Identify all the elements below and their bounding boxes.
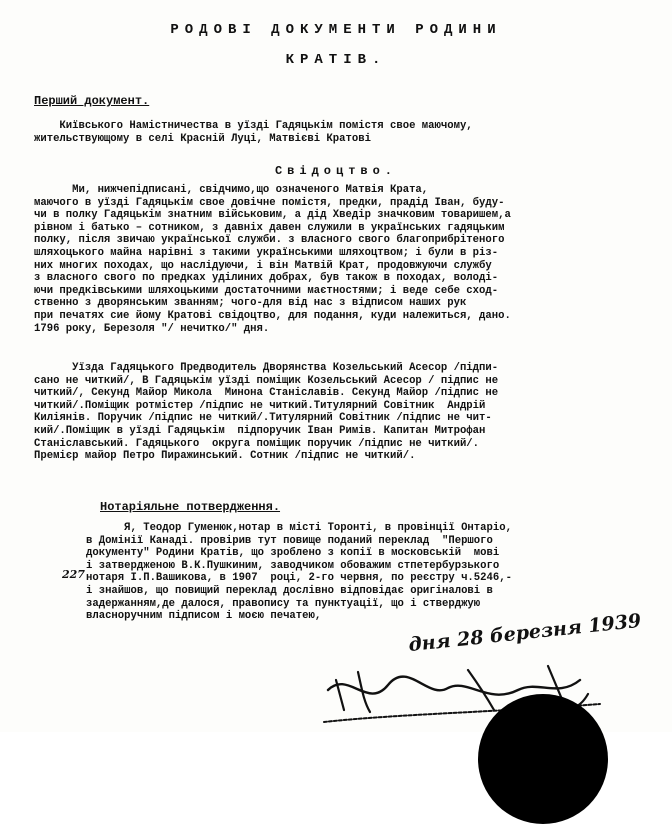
certificate-body: Ми, нижчепідписані, свідчимо,що означеного Матвія Крата, маючого в уїзді Гадяцькім свое довічне помістя, предки, прадід Іван, буду- чи в полку Гадяцькім знатним військовим, а дід Хведір значковим товаришем,а рівном і батько – сотником, з давніх давен служили в українських гадяцьким полку, після звичаю української служби. з власного свого благоприбрітеного шляхоцького майна нарівні з такими українськими шляхоцтвом; і були в різ- них многих походах, що наслідуючи, і він Матвій Крат, продовжуючи службу з власного свого по предках уділиних добрах, був також в походах, володі- ючи предківськими шляхоцькими достаточними маєтностями; і веде себе сход- ственно з дворянським званням; чого-для від нас з відписом наших рук при печатях сие йому Кратові свідоцтво, для подання, куди належиться, дано. 1796 року, Березоля "/ нечитко/" дня. <box>34 184 511 335</box>
first-document-heading: Перший документ. <box>34 94 150 108</box>
signatories-paragraph: Уїзда Гадяцького Предводитель Дворянства Козельський Асесор /підпи- сано не читкий/, В Гадяцькім уїзді поміщик Козельський Асесор / підпис не читкий/, Секунд Майор Микола Минона Станіславів. Секунд Майор /підпис не читкий/.Поміщик ротмістер /підпис не читкий.Титулярний Совітник Андрій Киліянів. Поручик /підпис не читкий/.Титулярний Совітник /підпис не чит- кий/.Поміщик в уїзді Гадяцькім підпоручик Іван Римів. Капитан Митрофан Станіславський. Гадяцького округа поміщик поручик /підпис не читкий/. Премієр майор Петро Пиражинський. Сотник /підпис не читкий/. <box>34 362 499 463</box>
handwritten-date: дня 28 березня 1939 <box>407 609 643 657</box>
document-subtitle: КРАТІВ. <box>285 52 387 68</box>
notary-seal <box>478 694 608 824</box>
margin-note: 227 <box>62 568 85 581</box>
document-title: РОДОВІ ДОКУМЕНТИ РОДИНИ <box>170 22 502 38</box>
certificate-heading: Свідоцтво. <box>274 164 397 178</box>
intro-paragraph: Київського Намістничества в уїзді Гадяцькім помістя свое маючому, жительствующому в селі Красній Луці, Матвієві Кратові <box>34 120 473 145</box>
notary-heading: Нотаріяльне потвердження. <box>100 500 281 514</box>
notary-paragraph: Я, Теодор Гуменюк,нотар в місті Торонті, в провінції Онтаріо, в Домінії Канаді. провірив тут повище поданий переклад "Першого документу" Родини Кратів, що зроблено з копії в московській мові і затвердженою В.К.Пушкиним, заводчиком обоважим стпетербурзького нотаря І.П.Вашикова, в 1907 році, 2-го червня, по реєстру ч.5246,- і знайшов, що повищий переклад дослівно відповідає оригіналові в задержанням,де далося, правопису та пунктуації, що і стверджую власноручним підписом і моєю печатею, <box>86 522 512 623</box>
